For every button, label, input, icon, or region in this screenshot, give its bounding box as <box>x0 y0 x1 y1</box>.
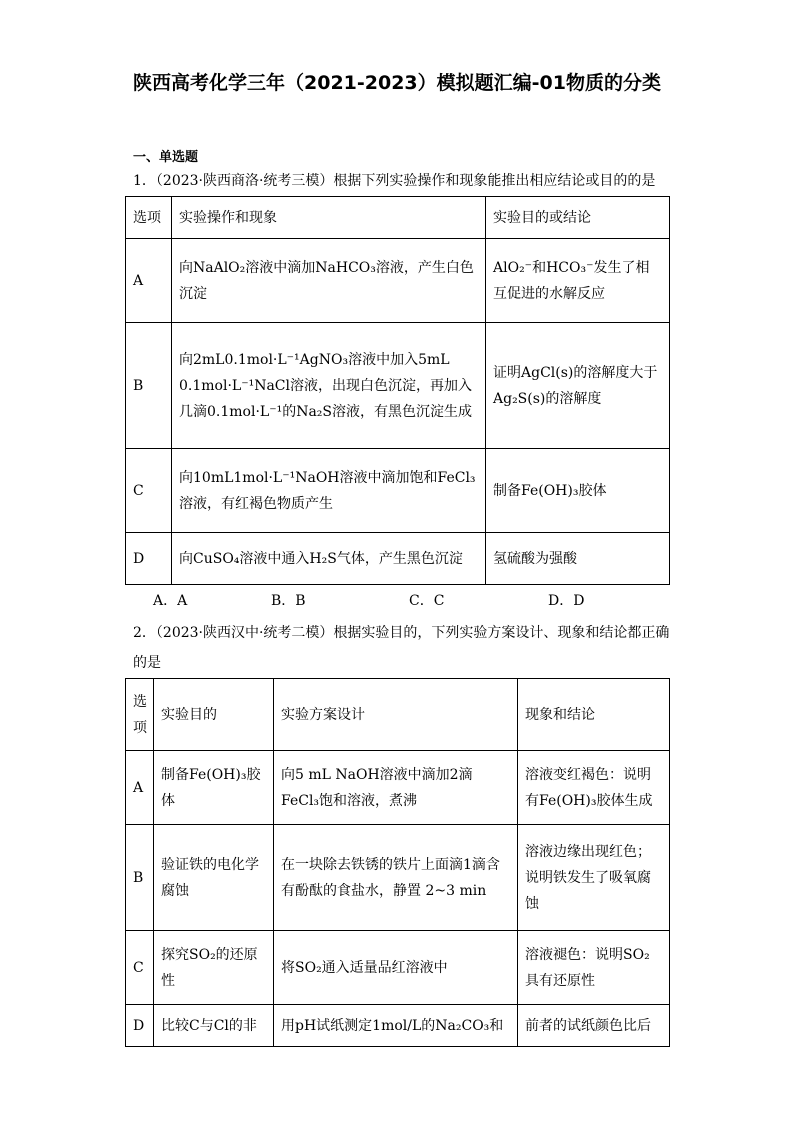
section-heading: 一、单选题 <box>133 150 199 165</box>
header-cell: 选项 <box>126 679 154 751</box>
option-cell: D <box>126 1005 154 1047</box>
conclusion-cell: 证明AgCl(s)的溶解度大于Ag₂S(s)的溶解度 <box>486 323 670 449</box>
table-row <box>126 323 670 449</box>
option-cell: A <box>126 239 172 323</box>
table-row <box>126 931 670 1005</box>
table-row <box>126 825 670 931</box>
conclusion-cell: 氢硫酸为强酸 <box>486 533 670 585</box>
operation-cell: 向NaAlO₂溶液中滴加NaHCO₃溶液，产生白色沉淀 <box>172 239 486 323</box>
option-d[interactable]: D．D <box>548 593 585 609</box>
plan-cell: 向5 mL NaOH溶液中滴加2滴FeCl₃饱和溶液，煮沸 <box>274 751 518 825</box>
option-cell: A <box>126 751 154 825</box>
table-header-row <box>126 679 670 751</box>
result-cell: 前者的试纸颜色比后 <box>518 1005 670 1047</box>
question-2-stem-continued: 的是 <box>133 655 161 671</box>
table-row <box>126 1005 670 1047</box>
table-row <box>126 751 670 825</box>
option-cell: C <box>126 449 172 533</box>
option-cell: B <box>126 825 154 931</box>
document-title: 陕西高考化学三年（2021-2023）模拟题汇编-01物质的分类 <box>133 72 661 94</box>
header-cell: 实验操作和现象 <box>172 197 486 239</box>
table-header-row <box>126 197 670 239</box>
result-cell: 溶液边缘出现红色；说明铁发生了吸氧腐蚀 <box>518 825 670 931</box>
header-cell: 实验方案设计 <box>274 679 518 751</box>
goal-cell: 探究SO₂的还原性 <box>154 931 274 1005</box>
operation-cell: 向CuSO₄溶液中通入H₂S气体，产生黑色沉淀 <box>172 533 486 585</box>
option-c[interactable]: C．C <box>409 593 445 609</box>
option-cell: D <box>126 533 172 585</box>
table-row <box>126 533 670 585</box>
question-2-table <box>125 678 670 1047</box>
conclusion-cell: 制备Fe(OH)₃胶体 <box>486 449 670 533</box>
goal-cell: 验证铁的电化学腐蚀 <box>154 825 274 931</box>
table-row <box>126 239 670 323</box>
header-cell: 选项 <box>126 197 172 239</box>
option-b[interactable]: B．B <box>271 593 306 609</box>
header-cell: 实验目的 <box>154 679 274 751</box>
result-cell: 溶液褪色：说明SO₂具有还原性 <box>518 931 670 1005</box>
plan-cell: 在一块除去铁锈的铁片上面滴1滴含有酚酞的食盐水，静置 2~3 min <box>274 825 518 931</box>
operation-cell: 向10mL1mol·L⁻¹NaOH溶液中滴加饱和FeCl₃溶液，有红褐色物质产生 <box>172 449 486 533</box>
result-cell: 溶液变红褐色：说明有Fe(OH)₃胶体生成 <box>518 751 670 825</box>
goal-cell: 比较C与Cl的非 <box>154 1005 274 1047</box>
question-1-stem: 1．（2023·陕西商洛·统考三模）根据下列实验操作和现象能推出相应结论或目的的是 <box>133 173 656 189</box>
option-cell: B <box>126 323 172 449</box>
plan-cell: 用pH试纸测定1mol/L的Na₂CO₃和 <box>274 1005 518 1047</box>
operation-cell: 向2mL0.1mol·L⁻¹AgNO₃溶液中加入5mL 0.1mol·L⁻¹NaCl溶液，出现白色沉淀，再加入几滴0.1mol·L⁻¹的Na₂S溶液，有黑色沉淀生成 <box>172 323 486 449</box>
plan-cell: 将SO₂通入适量品红溶液中 <box>274 931 518 1005</box>
question-1-options <box>153 590 633 612</box>
header-cell: 现象和结论 <box>518 679 670 751</box>
table-row <box>126 449 670 533</box>
conclusion-cell: AlO₂⁻和HCO₃⁻发生了相互促进的水解反应 <box>486 239 670 323</box>
option-cell: C <box>126 931 154 1005</box>
question-2-stem: 2．（2023·陕西汉中·统考二模）根据实验目的，下列实验方案设计、现象和结论都正确 <box>133 625 670 641</box>
question-1-table <box>125 196 670 585</box>
header-cell: 实验目的或结论 <box>486 197 670 239</box>
option-a[interactable]: A．A <box>153 593 188 609</box>
goal-cell: 制备Fe(OH)₃胶体 <box>154 751 274 825</box>
